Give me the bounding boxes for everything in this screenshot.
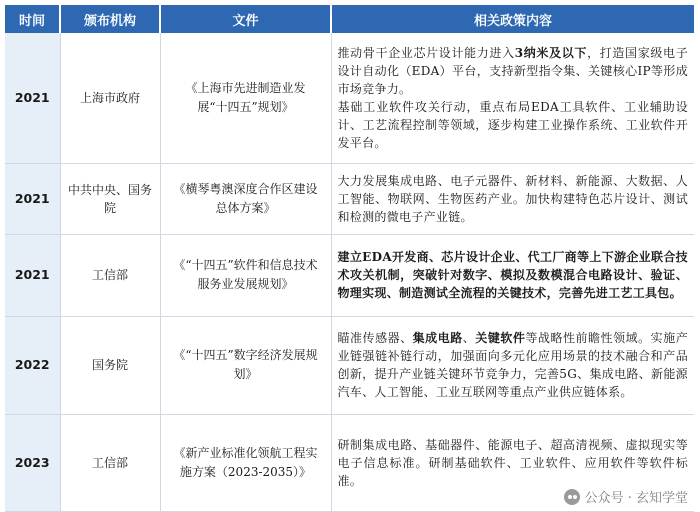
content-text: 、 — [462, 331, 476, 345]
document-cell: 《“十四五”软件和信息技术服务业发展规划》 — [160, 234, 331, 316]
table-row — [5, 316, 694, 414]
content-cell — [331, 234, 694, 316]
policy-table-sheet — [5, 5, 694, 509]
watermark-text: 公众号 · 玄知学堂 — [584, 491, 688, 506]
content-cell — [331, 316, 694, 414]
header-issuer: 颁布机构 — [60, 5, 160, 33]
issuer-cell: 工信部 — [60, 414, 160, 511]
document-cell: 《横琴粤澳深度合作区建设总体方案》 — [160, 163, 331, 234]
document-cell: 《“十四五”数字经济发展规划》 — [160, 316, 331, 414]
content-text: 推动骨干企业芯片设计能力进入 — [337, 45, 515, 60]
watermark — [564, 487, 688, 506]
content-cell — [331, 163, 694, 234]
content-text: ，打造国家级电子设计自动化（EDA）平台，支持新型指令集、关键核心IP等形成市场竞争力。 — [337, 45, 689, 96]
header-content: 相关政策内容 — [331, 5, 694, 33]
issuer-cell: 工信部 — [60, 234, 160, 316]
table-row — [5, 33, 694, 163]
header-document: 文件 — [160, 5, 331, 33]
table-row — [5, 163, 694, 234]
issuer-cell: 国务院 — [60, 316, 160, 414]
content-text: 瞄准传感器、 — [337, 331, 413, 345]
document-cell: 《上海市先进制造业发展“十四五”规划》 — [160, 33, 331, 163]
content-text: 基础工业软件攻关行动，重点布局EDA工具软件、工业辅助设计、工艺流程控制等领域，逐步构建工业操作系统、工业软件开发平台。 — [337, 99, 688, 150]
content-bold-text: 集成电路 — [412, 331, 463, 345]
content-bold-text: 关键软件 — [475, 331, 526, 345]
year-cell: 2021 — [5, 234, 60, 316]
year-cell: 2021 — [5, 163, 60, 234]
content-bold-text: 3纳米及以下 — [514, 45, 588, 60]
issuer-cell: 中共中央、国务院 — [60, 163, 160, 234]
year-cell: 2023 — [5, 414, 60, 511]
wechat-icon — [564, 489, 580, 505]
policy-table — [5, 5, 694, 512]
table-row — [5, 234, 694, 316]
table-header-row — [5, 5, 694, 33]
content-text: 研制集成电路、基础器件、能源电子、超高清视频、虚拟现实等电子信息标准。研制基础软件、工业软件、应用软件等软件标准。 — [337, 437, 688, 488]
content-cell — [331, 33, 694, 163]
content-text: 等战略性前瞻性领域。实施产业链强链补链行动，加强面向多元化应用场景的技术融合和产品创新，提升产业链关键环节竞争力，完善5G、集成电路、新能源汽车、人工智能、工业互联网等重点产业供应链体系。 — [337, 331, 689, 399]
header-year: 时间 — [5, 5, 60, 33]
year-cell: 2022 — [5, 316, 60, 414]
issuer-cell: 上海市政府 — [60, 33, 160, 163]
content-bold-text: 建立EDA开发商、芯片设计企业、代工厂商等上下游企业联合技术攻关机制，突破针对数字、模拟及数模混合电路设计、验证、物理实现、制造测试全流程的关键技术，完善先进工艺工具包。 — [337, 250, 688, 300]
content-text: 大力发展集成电路、电子元器件、新材料、新能源、大数据、人工智能、物联网、生物医药产业。加快构建特色芯片设计、测试和检测的微电子产业链。 — [337, 173, 688, 224]
year-cell: 2021 — [5, 33, 60, 163]
document-cell: 《新产业标准化领航工程实施方案（2023-2035）》 — [160, 414, 331, 511]
